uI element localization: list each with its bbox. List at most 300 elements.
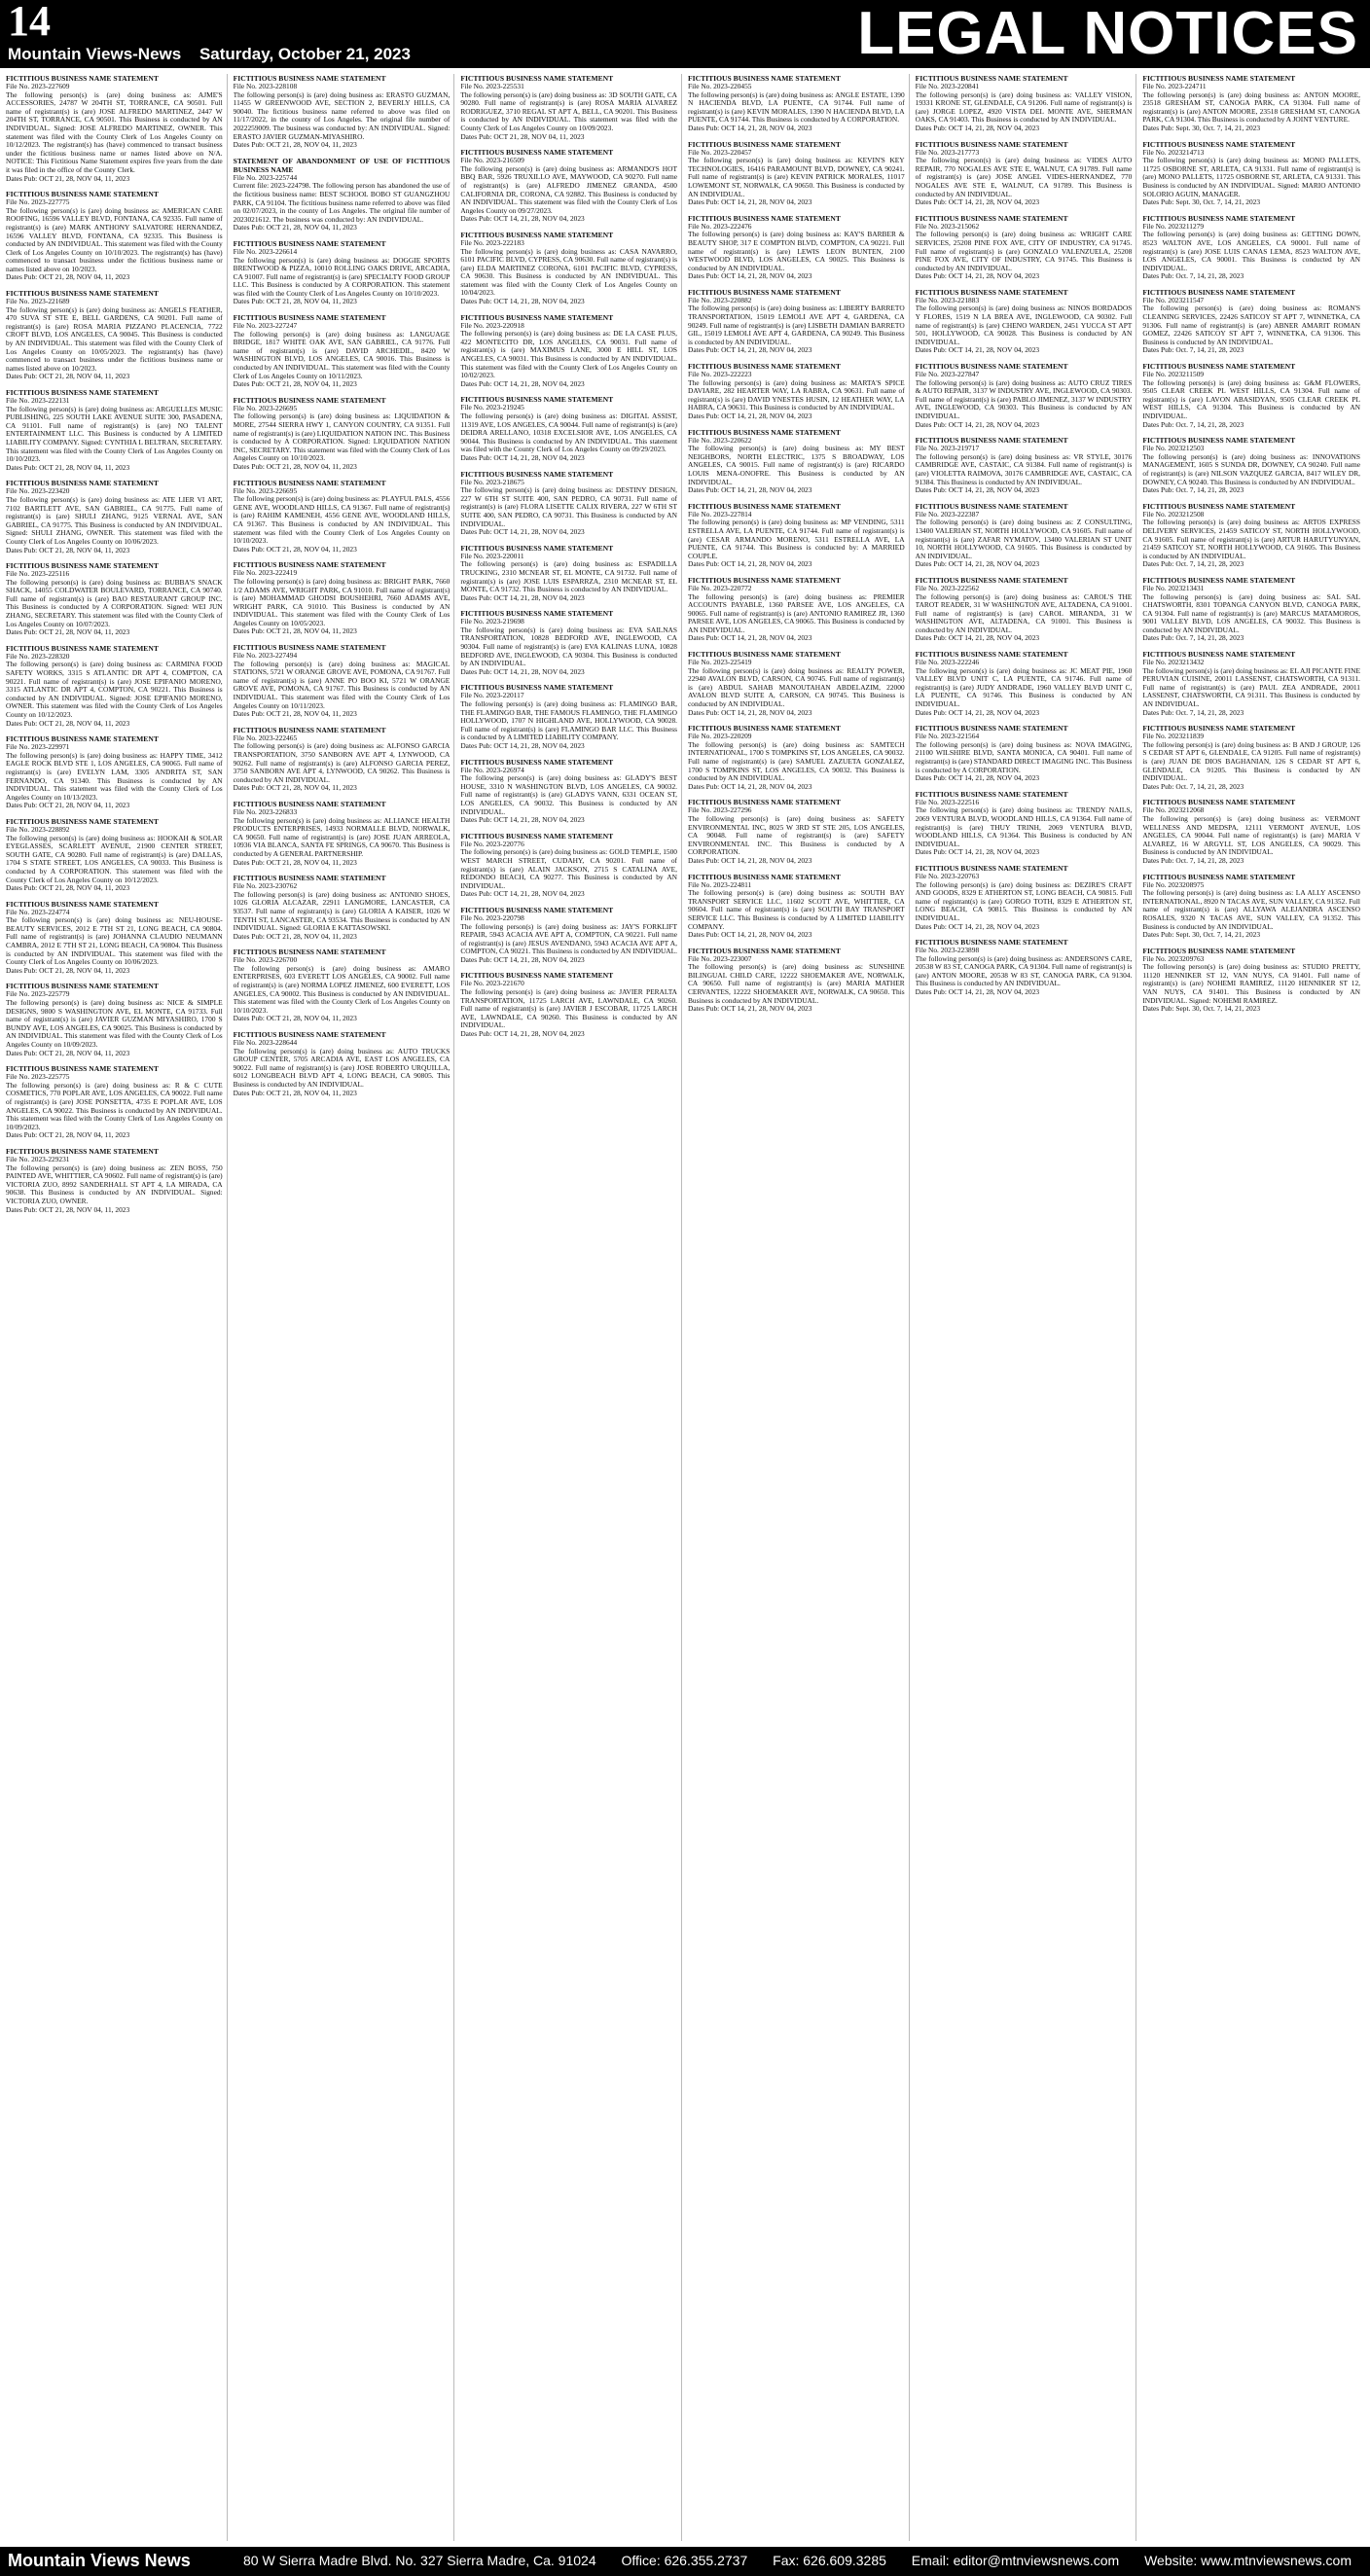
notice-body: The following person(s) is (are) doing business as: STUDIO PRETTY, 11120 HENNIKER ST 12, VAN NUYS, CA 91401. Full name of registrant(s) is (are) NOHEMI RAMIREZ, 11120 HENNIKER ST 12, VAN NUYS, CA 91401. This Business is conducted by AN INDIVIDUAL. Signed: NOHEMI RAMIREZ.	[1142, 962, 1360, 1005]
notice-body: The following person(s) is (are) doing business as: SUNSHINE BILINGUAL CHILD CARE, 12222 SHOEMAKER AVE, NORWALK, CA 90650. Full name of registrant(s) is (are) MARIA MATHER CERVANTES, 12222 SHOEMAKER AVE, NORWALK, CA 90650. This Business is conducted by AN INDIVIDUAL.	[688, 962, 905, 1005]
notice-file-number: File No. 2023-225116	[6, 569, 70, 579]
notice-body: The following person(s) is (are) doing business as: MONO PALLETS, 11725 OSBORNE ST, ARLETA, CA 91331. Full name of registrant(s) is (are) MONO PALLETS, 11725 OSBORNE ST, ARLETA, CA 91331. This Business is conducted by AN INDIVIDUAL. Signed: MARIO ANTONIO SOLORIO AGUIN, MANAGER.	[1142, 156, 1360, 198]
notice-body: The following person(s) is (are) doing business as: CARMINA FOOD SAFETY WORKS, 3315 S ATLANTIC DR APT 4, COMPTON, CA 90221. Full name of registrant(s) is (are) JOSE EPIFANIO MORENO, 3315 ATLANTIC DR APT 4, COMPTON, CA 90221. This Business is conducted by AN INDIVIDUAL. Signed: JOSE EPIFANIO MORENO, OWNER. This statement was filed with the County Clerk of Los Angeles County on 10/12/2023.	[6, 660, 223, 719]
notice-file-number: File No. 2023211547	[1142, 295, 1205, 304]
legal-notice	[6, 1064, 223, 1140]
legal-notice	[916, 502, 1133, 569]
notice-publication-dates: Dates Pub: OCT 14, 21, 28, NOV 04, 2023	[460, 1029, 585, 1039]
notice-heading: FICTITIOUS BUSINESS NAME STATEMENT	[6, 479, 159, 488]
notice-body: The following person(s) is (are) doing business as: DE LA CASE PLUS, 422 MONTECITO DR, LOS ANGELES, CA 90031. Full name of registrant(s) is (are) MAXIMUS LANE, 3000 E HILL ST, LOS ANGELES, CA 90031. This Business is conducted by AN INDIVIDUAL. This statement was filed with the County Clerk of Los Angeles County on 10/02/2023.	[460, 329, 677, 380]
legal-notice	[234, 948, 451, 1023]
notice-file-number: File No. 2023-220776	[460, 839, 524, 848]
notice-file-number: File No. 2023211279	[1142, 221, 1205, 231]
notice-heading: FICTITIOUS BUSINESS NAME STATEMENT	[1142, 362, 1296, 372]
notice-heading: FICTITIOUS BUSINESS NAME STATEMENT	[460, 395, 614, 405]
notice-heading: FICTITIOUS BUSINESS NAME STATEMENT	[688, 798, 841, 807]
legal-notice	[916, 288, 1133, 355]
notice-heading: FICTITIOUS BUSINESS NAME STATEMENT	[6, 74, 159, 83]
legal-notice	[234, 1030, 451, 1097]
legal-notice	[916, 214, 1133, 281]
notice-file-number: File No. 2023213432	[1142, 658, 1205, 667]
legal-notice	[6, 190, 223, 282]
legal-notice	[234, 157, 451, 233]
notice-body: The following person(s) is (are) doing business as: EVA SAILNAS TRANSPORTATION, 10828 BEDFORD AVE, INGLEWOOD, CA 90304. Full name of registrant(s) is (are) EVA KALINAS LUNA, 10828 BEDFORD AVE, INGLEWOOD, CA 90304. This Business is conducted by AN INDIVIDUAL.	[460, 625, 677, 668]
notice-publication-dates: Dates Pub: OCT 14, 21, 28, NOV 04, 2023	[688, 271, 812, 281]
legal-notice	[916, 576, 1133, 643]
notice-heading: FICTITIOUS BUSINESS NAME STATEMENT	[688, 74, 841, 83]
legal-notice	[234, 313, 451, 389]
notice-publication-dates: Dates Pub: OCT 14, 21, 28, NOV 04, 2023	[688, 633, 812, 643]
notice-file-number: File No. 2023-219717	[915, 444, 980, 453]
notice-publication-dates: Dates Pub: OCT 14, 21, 28, NOV 04, 2023	[915, 773, 1040, 783]
notice-publication-dates: Dates Pub: Sept. 30, Oct. 7, 14, 21, 2023	[1142, 930, 1261, 940]
notice-publication-dates: Dates Pub: OCT 21, 28, NOV 04, 11, 2023	[6, 627, 130, 637]
notice-file-number: File No. 2023-221564	[915, 732, 980, 741]
notice-publication-dates: Dates Pub: Sept. 30, Oct. 7, 14, 21, 2023	[1142, 1004, 1261, 1014]
notice-body: The following person(s) is (are) doing business as: NICE & SIMPLE DESIGNS, 9800 S WASHINGTON AVE, EL MONTE, CA 91733. Full name of registrant(s) is (are) JAVIER GUZMAN MIYASHIRO, 1700 S BUNDY AVE, LOS ANGELES, CA 90025. This Business is conducted by AN INDIVIDUAL. This statement was filed with the County Clerk of Los Angeles County on 10/09/2023.	[6, 998, 223, 1049]
notice-publication-dates: Dates Pub: OCT 14, 21, 28, NOV 04, 2023	[688, 930, 812, 940]
notice-heading: FICTITIOUS BUSINESS NAME STATEMENT	[1142, 650, 1296, 660]
legal-notice	[460, 231, 677, 306]
legal-notice	[1142, 798, 1360, 865]
legal-notice	[6, 817, 223, 893]
notice-body: The following person(s) is (are) doing business as: DESTINY DESIGN, 227 W 6TH ST SUITE 400, SAN PEDRO, CA 90731. Full name of registrant(s) is (are) FLORA LISETTE CALIX RIVERA, 227 W 6TH ST SUITE 400, SAN PEDRO, CA 90731. This Business is conducted by AN INDIVIDUAL.	[460, 485, 677, 528]
notice-file-number: File No. 2023-226614	[233, 246, 298, 256]
notice-body: The following person(s) is (are) doing business as: AUTO TRUCKS GROUP CENTER, 5705 ARCADIA AVE, EAST LOS ANGELES, CA 90022. Full name of registrant(s) is (are) JOSE ROBERTO URQUILLA, 6012 LONGBEACH BLVD APT 4, LONG BEACH, CA 90805. This Business is conducted by AN INDIVIDUAL.	[233, 1046, 451, 1089]
notice-publication-dates: Dates Pub: Oct. 7, 14, 21, 28, 2023	[1142, 485, 1244, 495]
legal-notice	[916, 938, 1133, 997]
notice-heading: FICTITIOUS BUSINESS NAME STATEMENT	[915, 74, 1068, 83]
notice-file-number: File No. 2023-225779	[6, 989, 70, 999]
notice-file-number: File No. 2023-222183	[460, 237, 524, 247]
notice-file-number: File No. 2023-223420	[6, 486, 70, 496]
paper-name: Mountain Views-News	[8, 45, 182, 63]
legal-notice	[234, 74, 451, 150]
notice-publication-dates: Dates Pub: Oct. 7, 14, 21, 28, 2023	[1142, 271, 1244, 281]
notice-heading: FICTITIOUS BUSINESS NAME STATEMENT	[460, 971, 614, 981]
notice-heading: FICTITIOUS BUSINESS NAME STATEMENT	[688, 724, 841, 733]
notice-heading: FICTITIOUS BUSINESS NAME STATEMENT	[6, 561, 159, 571]
notice-file-number: File No. 2023-220457	[688, 147, 752, 157]
notice-publication-dates: Dates Pub: OCT 21, 28, NOV 04, 11, 2023	[233, 379, 357, 389]
legal-notice	[460, 906, 677, 965]
legal-notice	[1142, 288, 1360, 355]
notice-file-number: File No. 2023214713	[1142, 147, 1205, 157]
notice-body: The following person(s) is (are) doing business as: LA ALLY ASCENSO INTERNATIONAL, 8920 N TACAS AVE, SUN VALLEY, CA 91352. Full name of registrant(s) is (are) ALLYAWA ALEJANDRA ASCENSO ROSALES, 9320 N TACAS AVE, SUN VALLEY, CA 91352. This Business is conducted by AN INDIVIDUAL.	[1142, 888, 1360, 931]
legal-notice	[234, 479, 451, 555]
notice-heading: FICTITIOUS BUSINESS NAME STATEMENT	[688, 427, 841, 437]
notice-publication-dates: Dates Pub: OCT 14, 21, 28, NOV 04, 2023	[915, 847, 1040, 857]
notice-publication-dates: Dates Pub: Oct. 7, 14, 21, 28, 2023	[1142, 781, 1244, 791]
notice-body: The following person(s) is (are) doing business as: VERMONT WELLNESS AND MEDSPA, 12111 VERMONT AVENUE, LOS ANGELES, CA 90044. Full name of registrant(s) is (are) MARIA V ALVAREZ, 16 W ARGYLL ST, LOS ANGELES, CA 90029. This Business is conducted by AN INDIVIDUAL.	[1142, 813, 1360, 857]
notice-publication-dates: Dates Pub: Oct. 7, 14, 21, 28, 2023	[1142, 419, 1244, 429]
notice-publication-dates: Dates Pub: OCT 21, 28, NOV 04, 11, 2023	[6, 801, 130, 810]
notice-publication-dates: Dates Pub: OCT 14, 21, 28, NOV 04, 2023	[915, 633, 1040, 643]
notice-file-number: File No. 2023211509	[1142, 370, 1205, 379]
notice-body: The following person(s) is (are) doing business as: ZEN BOSS, 750 PAINTED AVE, WHITTIER, CA 90602. Full name of registrant(s) is (are) VICTORIA ZUO, 8992 SANDERHALL ST APT 4, LA MIRADA, CA 90638. This Business is conducted by AN INDIVIDUAL. Signed: VICTORIA ZUO, OWNER.	[6, 1163, 223, 1205]
legal-notice	[688, 140, 905, 207]
notice-file-number: File No. 2023-229971	[6, 742, 70, 752]
legal-notice	[688, 428, 905, 495]
legal-notice	[916, 74, 1133, 133]
masthead	[8, 45, 424, 64]
notice-file-number: File No. 2023-226833	[233, 806, 298, 816]
notice-heading: FICTITIOUS BUSINESS NAME STATEMENT	[233, 238, 386, 248]
notice-body: The following person(s) is (are) doing business as: HOOKAH & SOLAR EYEGLASSES, SCARLETT AVENUE, 21900 CENTER STREET, SOUTH GATE, CA 90280. Full name of registrant(s) is (are) DALLAS, 1704 S STATE STREET, LOS ANGELES, CA 90033. This Business is conducted by A CORPORATION. This statement was filed with the County Clerk of Los Angeles County on 10/12/2023.	[6, 833, 223, 884]
notice-file-number: File No. 2023-220209	[688, 732, 752, 741]
notice-body: The following person(s) is (are) doing business as: ALLIANCE HEALTH PRODUCTS ENTERPRISES, 14933 NORMALLE BLVD, NORWALK, CA 90650. Full name of registrant(s) is (are) JOSE JUAN ARREOLA, 10936 VIA BLANCA, SANTA FE SPRINGS, CA 90670. This Business is conducted by A GENERAL PARTNERSHIP.	[233, 815, 451, 858]
notice-body: The following person(s) is (are) doing business as: MAGICAL STATIONS, 5721 W ORANGE GROVE AVE, POMONA, CA 91767. Full name of registrant(s) is (are) ANNE PO BOO KI, 5721 W ORANGE GROVE AVE, POMONA, CA 91767. This Business is conducted by AN INDIVIDUAL. This statement was filed with the County Clerk of Los Angeles County on 10/11/2023.	[233, 659, 451, 710]
notice-file-number: File No. 2023-216509	[460, 156, 524, 165]
notice-publication-dates: Dates Pub: OCT 14, 21, 28, NOV 04, 2023	[460, 378, 585, 388]
notice-body: The following person(s) is (are) doing business as: VALLEY VISION, 19331 KRONE ST, GLENDALE, CA 91206. Full name of registrant(s) is (are) JORGE LOPEZ, 4920 VISTA DEL MONTE AVE, SHERMAN OAKS, CA 91403. This Business is conducted by AN INDIVIDUAL.	[915, 89, 1133, 125]
notice-publication-dates: Dates Pub: OCT 14, 21, 28, NOV 04, 2023	[460, 592, 585, 602]
notice-body: The following person(s) is (are) doing business as: ANGELS FEATHER, 470 SUVA ST STE E, BELL GARDENS, CA 90201. Full name of registrant(s) is (are) ROSA MARIA PIZZANO PLACENCIA, 7722 CROFT BLVD, LOS ANGELES, CA 90045. This Business is conducted by AN INDIVIDUAL. This statement was filed with the County Clerk of Los Angeles County on 10/05/2023. The registrant(s) has (have) commenced to transact business under the fictitious business name or names listed above on 10/2023.	[6, 304, 223, 373]
notice-body: The following person(s) is (are) doing business as: TRENDY NAILS, 2069 VENTURA BLVD, WOODLAND HILLS, CA 91364. Full name of registrant(s) is (are) THUY TRINH, 2069 VENTURA BLVD, WOODLAND HILLS, CA 91364. This Business is conducted by AN INDIVIDUAL.	[915, 805, 1133, 848]
notice-body: Current file: 2023-224798. The following person has abandoned the use of the fictitious business name: BEST SCHOOL BOBO ST GUANGZHOU PARK, CA 91104. The fictitious business name referred to above was filed on 02/07/2023, in the county of Los Angeles. The original file number of 2023021612. The business was conducted by: AN INDIVIDUAL.	[233, 181, 451, 224]
notice-file-number: File No. 2023-221883	[915, 295, 980, 304]
notice-body: The following person(s) is (are) doing business as: ROMAN'S CLEANING SERVICES, 22426 SATICOY ST APT 7, WINNETKA, CA 91306. Full name of registrant(s) is (are) ABNER AMARIT ROMAN GOMEZ, 22426 SATICOY ST APT 7, WINNETKA, CA 91306. This Business is conducted by AN INDIVIDUAL.	[1142, 304, 1360, 346]
notice-file-number: File No. 2023-227775	[6, 197, 70, 207]
notice-body: The following person(s) is (are) doing business as: NEU-HOUSE-BEAUTY SERVICES, 2012 E 7TH ST 21, LONG BEACH, CA 90804. Full name of registrant(s) is (are) JOHANNA CLAUDIO NEUMANN CAMBRA, 2012 E 7TH ST 21, LONG BEACH, CA 90804. This Business is conducted by AN INDIVIDUAL. This statement was filed with the County Clerk of Los Angeles County on 10/06/2023.	[6, 915, 223, 967]
notice-publication-dates: Dates Pub: Sept. 30, Oct. 7, 14, 21, 2023	[1142, 197, 1261, 207]
legal-notice	[688, 214, 905, 281]
notice-file-number: File No. 2023-223007	[688, 953, 752, 963]
legal-notice	[6, 289, 223, 381]
legal-notice	[916, 864, 1133, 931]
legal-notice	[688, 576, 905, 643]
notice-publication-dates: Dates Pub: OCT 21, 28, NOV 04, 11, 2023	[233, 1014, 357, 1023]
notice-file-number: File No. 2023212503	[1142, 444, 1205, 453]
notice-heading: FICTITIOUS BUSINESS NAME STATEMENT	[6, 1064, 159, 1074]
legal-notice	[1142, 74, 1360, 133]
notice-heading: FICTITIOUS BUSINESS NAME STATEMENT	[6, 816, 159, 826]
legal-notice	[688, 947, 905, 1014]
notice-body: The following person(s) is (are) doing business as: BUBBA'S SNACK SHACK, 14055 COLDWATER BOULEVARD, TORRANCE, CA 90740. Full name of registrant(s) is (are) BAO RESTAURANT GROUP INC. This Business is conducted by A CORPORATION. Signed: WEI JUN ZHANG, SECRETARY. This statement was filed with the County Clerk of Los Angeles County on 10/07/2023.	[6, 577, 223, 628]
notice-publication-dates: Dates Pub: OCT 21, 28, NOV 04, 11, 2023	[6, 372, 130, 381]
notice-heading: FICTITIOUS BUSINESS NAME STATEMENT	[1142, 74, 1296, 83]
notice-heading: FICTITIOUS BUSINESS NAME STATEMENT	[688, 501, 841, 511]
legal-notice	[460, 470, 677, 537]
notice-file-number: File No. 2023-225419	[688, 658, 752, 667]
notice-publication-dates: Dates Pub: OCT 14, 21, 28, NOV 04, 2023	[688, 855, 812, 865]
notice-file-number: File No. 2023-220798	[460, 912, 524, 922]
notice-heading: FICTITIOUS BUSINESS NAME STATEMENT	[6, 643, 159, 653]
notice-file-number: File No. 2023-222246	[915, 658, 980, 667]
notice-body: The following person(s) is (are) doing business as: REALTY POWER, 22940 AVALON BLVD, CARSON, CA 90745. Full name of registrant(s) is (are) ABDUL SAHAB MANOUTAHAN ABDELAZIM, 22000 AVALON BLVD SUITE A, CARSON, CA 90745. This Business is conducted by AN INDIVIDUAL.	[688, 665, 905, 709]
notice-body: The following person(s) is (are) doing business as: BRIGHT PARK, 7660 1/2 ADAMS AVE, WRIGHT PARK, CA 91010. Full name of registrant(s) is (are) MOHAMMAD GHODSI BOUSHEHRI, 7660 ADAMS AVE, WRIGHT PARK, CA 91010. This Business is conducted by AN INDIVIDUAL. This statement was filed with the County Clerk of Los Angeles County on 10/05/2023.	[233, 576, 451, 627]
notice-heading: FICTITIOUS BUSINESS NAME STATEMENT	[460, 831, 614, 841]
notice-heading: FICTITIOUS BUSINESS NAME STATEMENT	[688, 872, 841, 881]
notice-publication-dates: Dates Pub: OCT 14, 21, 28, NOV 04, 2023	[688, 411, 812, 420]
notice-body: The following person(s) is (are) doing business as: ANTON MOORE, 23518 GRESHAM ST, CANOGA PARK, CA 91304. Full name of registrant(s) is (are) ANTON MOORE, 23518 GRESHAM ST, CANOGA PARK, CA 91304. This Business is conducted by A JOINT VENTURE.	[1142, 89, 1360, 125]
legal-notice	[916, 362, 1133, 429]
notice-publication-dates: Dates Pub: OCT 14, 21, 28, NOV 04, 2023	[915, 485, 1040, 495]
notice-body: The following person(s) is (are) doing business as: GETTING DOWN, 8523 WALTON AVE, LOS ANGELES, CA 90001. Full name of registrant(s) is (are) JOSE LUIS CANAS LEMA, 8523 WALTON AVE, LOS ANGELES, CA 90001. This Business is conducted by AN INDIVIDUAL.	[1142, 230, 1360, 272]
notice-publication-dates: Dates Pub: OCT 14, 21, 28, NOV 04, 2023	[915, 559, 1040, 569]
notice-body: The following person(s) is (are) doing business as: CAROL'S THE TAROT READER, 31 W WASHINGTON AVE, ALTADENA, CA 91001. Full name of registrant(s) is (are) CAROL MIRANDA, 31 W WASHINGTON AVE, ALTADENA, CA 91001. This Business is conducted by AN INDIVIDUAL.	[915, 591, 1133, 634]
page-number: 14	[8, 0, 51, 45]
notice-file-number: File No. 2023-220772	[688, 583, 752, 592]
legal-notice	[460, 74, 677, 141]
notice-publication-dates: Dates Pub: Oct. 7, 14, 21, 28, 2023	[1142, 855, 1244, 865]
notice-file-number: File No. 2023-223898	[915, 946, 980, 955]
notice-heading: FICTITIOUS BUSINESS NAME STATEMENT	[460, 469, 614, 479]
legal-notice	[234, 239, 451, 306]
legal-notice	[460, 832, 677, 899]
notice-publication-dates: Dates Pub: Oct. 7, 14, 21, 28, 2023	[1142, 707, 1244, 717]
notice-publication-dates: Dates Pub: OCT 14, 21, 28, NOV 04, 2023	[688, 1004, 812, 1014]
notice-publication-dates: Dates Pub: OCT 14, 21, 28, NOV 04, 2023	[915, 271, 1040, 281]
notice-body: The following person(s) is (are) doing business as: SAFETY ENVIRONMENTAL INC, 8025 W 3RD ST STE 205, LOS ANGELES, CA 90048. Full name of registrant(s) is (are) SAFETY ENVIRONMENTAL INC. This Business is conducted by A CORPORATION.	[688, 813, 905, 857]
notice-body: The following person(s) is (are) doing business as: VR STYLE, 30176 CAMBRIDGE AVE, CASTAIC, CA 91384. Full name of registrant(s) is (are) VIOLETTA RAIMOVA, 30176 CAMBRIDGE AVE, CASTAIC, CA 91384. This Business is conducted by AN INDIVIDUAL.	[915, 451, 1133, 486]
notice-publication-dates: Dates Pub: Sept. 30, Oct. 7, 14, 21, 2023	[1142, 123, 1261, 132]
notice-heading: FICTITIOUS BUSINESS NAME STATEMENT	[688, 946, 841, 955]
notice-file-number: File No. 2023-225775	[6, 1072, 70, 1082]
notice-heading: FICTITIOUS BUSINESS NAME STATEMENT	[233, 725, 386, 734]
notice-file-number: File No. 2023-227494	[233, 651, 298, 661]
notice-body: The following person(s) is (are) doing business as: ANDERSON'S CARE, 20538 W 83 ST, CANOGA PARK, CA 91304. Full name of registrant(s) is (are) ANTON MOORE, 20538 W 83 ST, CANOGA PARK, CA 91304. This Business is conducted by AN INDIVIDUAL.	[915, 953, 1133, 988]
notice-file-number: File No. 2023-227847	[915, 370, 980, 379]
notice-body: The following person(s) is (are) doing business as: GLADY'S BEST HOUSE, 3310 N WASHINGTON BLVD, LOS ANGELES, CA 90032. Full name of registrant(s) is (are) GLADYS VANN, 6331 OCEAN ST, LOS ANGELES, CA 90032. This Business is conducted by AN INDIVIDUAL.	[460, 773, 677, 816]
notice-publication-dates: Dates Pub: OCT 14, 21, 28, NOV 04, 2023	[915, 987, 1040, 997]
notice-publication-dates: Dates Pub: Oct. 7, 14, 21, 28, 2023	[1142, 559, 1244, 569]
notice-heading: FICTITIOUS BUSINESS NAME STATEMENT	[460, 757, 614, 767]
legal-notice	[688, 798, 905, 865]
notice-heading: FICTITIOUS BUSINESS NAME STATEMENT	[233, 799, 386, 808]
notice-body: The following person(s) is (are) doing business as: LANGUAGE BRIDGE, 1817 WHITE OAK AVE, SAN GABRIEL, CA 91776. Full name of registrant(s) is (are) DAVID ARCHEDIL, 8420 W WASHINGTON BLVD, LOS ANGELES, CA 90016. This Business is conducted by AN INDIVIDUAL. This statement was filed with the County Clerk of Los Angeles County on 10/11/2023.	[233, 329, 451, 380]
legal-notice	[460, 544, 677, 603]
notice-heading: FICTITIOUS BUSINESS NAME STATEMENT	[233, 560, 386, 570]
notice-heading: FICTITIOUS BUSINESS NAME STATEMENT	[1142, 501, 1296, 511]
legal-notice	[6, 734, 223, 810]
notice-publication-dates: Dates Pub: OCT 21, 28, NOV 04, 11, 2023	[233, 931, 357, 941]
notice-publication-dates: Dates Pub: OCT 14, 21, 28, NOV 04, 2023	[688, 781, 812, 791]
notice-body: The following person(s) is (are) doing business as: NINOS BORDADOS Y FLORES, 1519 N LA BREA AVE, INGLEWOOD, CA 90302. Full name of registrant(s) is (are) CHENO WARDEN, 2451 YUCCA ST APT 501, HOLLYWOOD, CA 90028. This Business is conducted by AN INDIVIDUAL.	[915, 304, 1133, 346]
notice-body: The following person(s) is (are) doing business as: GOLD TEMPLE, 1500 WEST MARCH STREET, CUDAHY, CA 90201. Full name of registrant(s) is (are) ALAIN JACKSON, 2715 S CATALINA AVE, REDONDO BEACH, CA 90277. This Business is conducted by AN INDIVIDUAL.	[460, 847, 677, 890]
notice-heading: FICTITIOUS BUSINESS NAME STATEMENT	[233, 874, 386, 883]
notice-publication-dates: Dates Pub: OCT 14, 21, 28, NOV 04, 2023	[460, 214, 585, 224]
notice-heading: FICTITIOUS BUSINESS NAME STATEMENT	[915, 650, 1068, 660]
notice-publication-dates: Dates Pub: OCT 21, 28, NOV 04, 11, 2023	[233, 709, 357, 719]
notice-file-number: File No. 2023-222419	[233, 568, 298, 578]
notice-body: The following person(s) is (are) doing business as: 3D SOUTH GATE, CA 90280. Full name of registrant(s) is (are) ROSA MARIA ALVAREZ RODRIGUEZ, 3710 REGAL ST APT A, BELL, CA 90201. This Business is conducted by AN INDIVIDUAL. This statement was filed with the County Clerk of Los Angeles County on 10/09/2023.	[460, 89, 677, 132]
notice-heading: FICTITIOUS BUSINESS NAME STATEMENT	[1142, 575, 1296, 585]
notice-file-number: File No. 2023-220918	[460, 320, 524, 330]
notice-heading: FICTITIOUS BUSINESS NAME STATEMENT	[688, 287, 841, 297]
notice-file-number: File No. 2023-222465	[233, 733, 298, 742]
notice-body: The following person(s) is (are) doing business as: DEZIRE'S CRAFT AND GOODS, 8329 E ATHERTON ST, LONG BEACH, CA 90815. Full name of registrant(s) is (are) GORGO TOTH, 8329 E ATHERTON ST, LONG BEACH, CA 90815. This Business is conducted by AN INDIVIDUAL.	[915, 879, 1133, 922]
notice-heading: FICTITIOUS BUSINESS NAME STATEMENT	[460, 74, 614, 83]
notice-heading: FICTITIOUS BUSINESS NAME STATEMENT	[460, 230, 614, 239]
notice-publication-dates: Dates Pub: OCT 21, 28, NOV 04, 11, 2023	[233, 297, 357, 306]
footer-website[interactable]: Website: www.mtnviewsnews.com	[1144, 2553, 1352, 2568]
notice-heading: FICTITIOUS BUSINESS NAME STATEMENT	[6, 1146, 159, 1156]
notice-heading: FICTITIOUS BUSINESS NAME STATEMENT	[233, 313, 386, 323]
notice-body: The following person(s) is (are) doing business as: CASA NAVARRO, 6101 PACIFIC BLVD, CYPRESS, CA 90630. Full name of registrant(s) is (are) ELDA MARTINEZ CORONA, 6101 PACIFIC BLVD, CYPRESS, CA 90630. This Business is conducted by AN INDIVIDUAL. This statement was filed with the County Clerk of Los Angeles County on 10/04/2023.	[460, 246, 677, 298]
notice-file-number: File No. 2023-220622	[688, 435, 752, 445]
notice-body: The following person(s) is (are) doing business as: KAY'S BARBER & BEAUTY SHOP, 317 E COMPTON BLVD, COMPTON, CA 90221. Full name of registrant(s) is (are) LEWIS LEON BUNTEN, 2100 WESTWOOD BLVD, LOS ANGELES, CA 90025. This Business is conducted by AN INDIVIDUAL.	[688, 230, 905, 272]
notice-heading: FICTITIOUS BUSINESS NAME STATEMENT	[460, 543, 614, 553]
notice-file-number: File No. 2023-227296	[688, 805, 752, 815]
notice-file-number: File No. 2023-227814	[688, 509, 752, 519]
notice-body: The following person(s) is (are) doing business as: ARMANDO'S HOT BBQ BAR, 5926 TRUXILLO AVE, MAYWOOD, CA 90270. Full name of registrant(s) is (are) ALFREDO JIMENEZ GRANDA, 4500 CALIFORNIA DR, CORONA, CA 92882. This Business is conducted by AN INDIVIDUAL. This statement was filed with the County Clerk of Los Angeles County on 09/27/2023.	[460, 163, 677, 215]
notice-body: The following person(s) is (are) doing business as: ERASTO GUZMAN, 11455 W GREENWOOD AVE, SECTION 2, BEVERLY HILLS, CA 90040. The fictitious business name referred to above was filed on 11/17/2022, in the county of Los Angeles. The original file number of 2022259009. The business was conducted by: AN INDIVIDUAL. Signed: ERASTO JAVIER GUZMAN-MIYASHIRO.	[233, 89, 451, 141]
legal-notice	[1142, 873, 1360, 940]
notice-heading: FICTITIOUS BUSINESS NAME STATEMENT	[688, 213, 841, 223]
notice-columns	[6, 74, 1364, 2541]
notice-heading: FICTITIOUS BUSINESS NAME STATEMENT	[1142, 213, 1296, 223]
notice-body: The following person(s) is (are) doing business as: EL AJI PICANTE FINE PERUVIAN CUISINE, 20011 LASSENST, CHATSWORTH, CA 91311. Full name of registrant(s) is (are) PAUL ZEA ANDRADE, 20011 LASSENST, CHATSWORTH, CA 91311. This Business is conducted by AN INDIVIDUAL.	[1142, 665, 1360, 709]
notice-body: The following person(s) is (are) doing business as: ALFONSO GARCIA TRANSPORTATION, 3750 SANBORN AVE APT 4, LYNWOOD, CA 90262. Full name of registrant(s) is (are) ALFONSO GARCIA PEREZ, 3750 SANBORN AVE APT 4, LYNWOOD, CA 90262. This Business is conducted by AN INDIVIDUAL.	[233, 741, 451, 784]
notice-file-number: File No. 2023-220455	[688, 82, 752, 90]
notice-column	[234, 74, 455, 2541]
footer-email[interactable]: Email: editor@mtnviewsnews.com	[911, 2553, 1120, 2568]
notice-publication-dates: Dates Pub: OCT 14, 21, 28, NOV 04, 2023	[688, 559, 812, 569]
notice-body: The following person(s) is (are) doing business as: LIBERTY BARRETO TRANSPORTATION, 15019 LEMOLI AVE APT 4, GARDENA, CA 90249. Full name of registrant(s) is (are) LISBETH DAMIAN BARRETO GIL, 15019 LEMOLI AVE APT 4, GARDENA, CA 90249. This Business is conducted by AN INDIVIDUAL.	[688, 304, 905, 346]
notice-publication-dates: Dates Pub: OCT 14, 21, 28, NOV 04, 2023	[460, 452, 585, 462]
notice-body: The following person(s) is (are) doing business as: ARGUELLES MUSIC PUBLISHING, 225 SOUTH LAKE AVENUE SUITE 300, PASADENA, CA 91101. Full name of registrant(s) is (are) NO TALENT ENTERTAINMENT LLC. This Business is conducted by A LIMITED LIABILITY COMPANY. Signed: CYNTHIA L BELTRAN, SECRETARY. This statement was filed with the County Clerk of Los Angeles County on 10/10/2023.	[6, 404, 223, 464]
page-footer	[0, 2547, 1370, 2576]
legal-notice	[688, 74, 905, 133]
notice-publication-dates: Dates Pub: OCT 21, 28, NOV 04, 11, 2023	[6, 718, 130, 728]
notice-body: The following person(s) is (are) doing business as: DOGGIE SPORTS BRENTWOOD & PIZZA, 10010 ROLLING OAKS DRIVE, ARCADIA, CA 91007. Full name of registrant(s) is (are) SPECIALTY FOOD GROUP LLC. This Business is conducted by A CORPORATION. This statement was filed with the County Clerk of Los Angeles County on 10/10/2023.	[233, 255, 451, 298]
notice-body: The following person(s) is (are) doing business as: ESPADILLA TRUCKING, 2310 MCNEAR ST, EL MONTE, CA 91732. Full name of registrant(s) is (are) JOSE LUIS ESPARRZA, 2310 MCNEAR ST, EL MONTE, CA 91732. This Business is conducted by AN INDIVIDUAL.	[460, 559, 677, 594]
notice-body: The following person(s) is (are) doing business as: FLAMINGO BAR, THE FLAMINGO BAR, THE FAMOUS FLAMINGO, THE FLAMINGO HOLLYWOOD, 1707 N HIGHLAND AVE, HOLLYWOOD, CA 90028. Full name of registrant(s) is (are) FLAMINGO BAR LLC. This Business is conducted by A LIMITED LIABILITY COMPANY.	[460, 699, 677, 742]
notice-heading: FICTITIOUS BUSINESS NAME STATEMENT	[6, 388, 159, 397]
notice-file-number: File No. 2023-219245	[460, 403, 524, 412]
notice-publication-dates: Dates Pub: OCT 21, 28, NOV 04, 11, 2023	[6, 545, 130, 555]
legal-notice	[1142, 362, 1360, 429]
section-title: LEGAL NOTICES	[857, 0, 1358, 67]
notice-column	[460, 74, 682, 2541]
notice-file-number: File No. 2023-227247	[233, 321, 298, 331]
footer-contact	[243, 2553, 1370, 2568]
page-header	[0, 0, 1370, 68]
notice-column	[688, 74, 910, 2541]
notice-heading: FICTITIOUS BUSINESS NAME STATEMENT	[915, 501, 1068, 511]
footer-fax: Fax: 626.609.3285	[773, 2553, 886, 2568]
notice-body: The following person(s) is (are) doing business as: SAL SAL CHATSWORTH, 8301 TOPANGA CANYON BLVD, CANOGA PARK, CA 91304. Full name of registrant(s) is (are) MARCUS MATAMOROS, 9001 VALLEY BLVD, LOS ANGELES, CA 90032. This Business is conducted by AN INDIVIDUAL.	[1142, 591, 1360, 634]
notice-heading: FICTITIOUS BUSINESS NAME STATEMENT	[233, 948, 386, 957]
legal-notice	[916, 724, 1133, 783]
legal-notice	[234, 560, 451, 636]
notice-file-number: File No. 2023-226695	[233, 485, 298, 495]
notice-publication-dates: Dates Pub: OCT 21, 28, NOV 04, 11, 2023	[6, 883, 130, 893]
notice-heading: FICTITIOUS BUSINESS NAME STATEMENT	[460, 609, 614, 619]
notice-body: The following person(s) is (are) doing business as: ANGLE ESTATE, 1390 N HACIENDA BLVD, LA PUENTE, CA 91744. Full name of registrant(s) is (are) KEVIN MORALES, 1390 N HACIENDA BLVD, LA PUENTE, CA 91744. This Business is conducted by A CORPORATION.	[688, 89, 905, 125]
notice-file-number: File No. 2023-228108	[233, 82, 298, 90]
legal-notice	[6, 644, 223, 728]
legal-notice	[234, 800, 451, 867]
notice-body: The following person(s) is (are) doing business as: KEVIN'S KEY TECHNOLOGIES, 16416 PARAMOUNT BLVD, DOWNEY, CA 90241. Full name of registrant(s) is (are) KEVIN PATRICK MORALES, 11017 LOWEMONT ST, NORWALK, CA 90650. This Business is conducted by AN INDIVIDUAL.	[688, 156, 905, 198]
legal-notice	[460, 609, 677, 676]
notice-file-number: File No. 2023212508	[1142, 509, 1205, 519]
legal-notice	[688, 873, 905, 940]
notice-body: The following person(s) is (are) doing business as: R & C CUTE COSMETICS, 770 POPLAR AVE, LOS ANGELES, CA 90022. Full name of registrant(s) is (are) JOSE PONSETTA, 4735 E POPLAR AVE, LOS ANGELES, CA 90022. This Business is conducted by AN INDIVIDUAL. This statement was filed with the County Clerk of Los Angeles County on 10/09/2023.	[6, 1080, 223, 1131]
notice-file-number: File No. 2023-229231	[6, 1154, 70, 1163]
notice-publication-dates: Dates Pub: OCT 21, 28, NOV 04, 11, 2023	[233, 461, 357, 471]
notice-body: The following person(s) is (are) doing business as: DIGITAL ASSIST, 11319 AVE, LOS ANGELES, CA 90044. Full name of registrant(s) is (are) DEIDRA ARELLANO, 10318 EXCELSIOR AVE, LOS ANGELES, CA 90044. This Business is conducted by AN INDIVIDUAL. This statement was filed with the County Clerk of Los Angeles County on 09/29/2023.	[460, 411, 677, 454]
notice-body: The following person(s) is (are) doing business as: AMARO ENTERPRISES, 603 EVERETT LOS ANGELES, CA 90002. Full name of registrant(s) is (are) NORMA LOPEZ JIMENEZ, 600 EVERETT, LOS ANGELES, CA 90002. This Business is conducted by AN INDIVIDUAL. This statement was filed with the County Clerk of Los Angeles County on 10/10/2023.	[233, 963, 451, 1015]
legal-notice	[460, 971, 677, 1038]
notice-publication-dates: Dates Pub: OCT 14, 21, 28, NOV 04, 2023	[460, 527, 585, 537]
notice-heading: FICTITIOUS BUSINESS NAME STATEMENT	[915, 724, 1068, 733]
notice-file-number: File No. 2023-230762	[233, 881, 298, 891]
notice-publication-dates: Dates Pub: OCT 14, 21, 28, NOV 04, 2023	[915, 123, 1040, 132]
legal-notice	[916, 140, 1133, 207]
notice-heading: FICTITIOUS BUSINESS NAME STATEMENT	[6, 289, 159, 299]
notice-file-number: File No. 2023-221670	[460, 979, 524, 988]
legal-notice	[688, 502, 905, 569]
notice-file-number: File No. 2023-218675	[460, 477, 524, 486]
notice-publication-dates: Dates Pub: OCT 14, 21, 28, NOV 04, 2023	[915, 197, 1040, 207]
notice-body: The following person(s) is (are) doing business as: VIDES AUTO REPAIR, 770 NOGALES AVE STE E, WALNUT, CA 91789. Full name of registrant(s) is (are) JOSE ANGEL VIDES-HERNANDEZ, 770 NOGALES AVE STE E, WALNUT, CA 91789. This Business is conducted by AN INDIVIDUAL.	[915, 156, 1133, 198]
notice-file-number: File No. 2023-227609	[6, 82, 70, 90]
notice-heading: FICTITIOUS BUSINESS NAME STATEMENT	[233, 74, 386, 83]
legal-notice	[234, 643, 451, 719]
notice-publication-dates: Dates Pub: OCT 14, 21, 28, NOV 04, 2023	[915, 707, 1040, 717]
notice-body: The following person(s) is (are) doing business as: Z CONSULTING, 13400 VALERIAN ST, NORTH HOLLYWOOD, CA 91605. Full name of registrant(s) is (are) ZAFAR NYMATOV, 13400 VALERIAN ST UNIT 10, NORTH HOLLYWOOD, CA 91605. This Business is conducted by AN INDIVIDUAL.	[915, 518, 1133, 560]
notice-body: The following person(s) is (are) doing business as: JAY'S FORKLIFT REPAIR, 5943 ACACIA AVE APT A, COMPTON, CA 90221. Full name of registrant(s) is (are) JESUS AVENDANO, 5943 ACACIA AVE APT A, COMPTON, CA 90221. This Business is conducted by AN INDIVIDUAL.	[460, 921, 678, 956]
notice-publication-dates: Dates Pub: OCT 14, 21, 28, NOV 04, 2023	[460, 666, 585, 676]
notice-body: The following person(s) is (are) doing business as: PLAYFUL PALS, 4556 GENE AVE, WOODLAND HILLS, CA 91367. Full name of registrant(s) is (are) RAHIM KAMENEH, 4556 GENE AVE, WOODLAND HILLS, CA 91367. This Business is conducted by AN INDIVIDUAL. This statement was filed with the County Clerk of Los Angeles County on 10/10/2023.	[233, 494, 451, 546]
legal-notice	[6, 1147, 223, 1214]
notice-publication-dates: Dates Pub: OCT 14, 21, 28, NOV 04, 2023	[915, 921, 1040, 931]
notice-body: The following person(s) is (are) doing business as: WRIGHT CARE SERVICES, 25208 PINE FOX AVE, CITY OF INDUSTRY, CA 91745. Full name of registrant(s) is (are) GONZALO VALENZUELA, 25208 PINE FOX AVE, CITY OF INDUSTRY, CA 91745. This Business is conducted by AN INDIVIDUAL.	[915, 230, 1133, 272]
issue-date: Saturday, October 21, 2023	[198, 45, 411, 63]
notice-heading: FICTITIOUS BUSINESS NAME STATEMENT	[1142, 872, 1296, 881]
notice-file-number: File No. 2023-225744	[233, 172, 298, 182]
legal-notice	[1142, 650, 1360, 717]
notice-file-number: File No. 2023208975	[1142, 879, 1205, 889]
notice-publication-dates: Dates Pub: OCT 21, 28, NOV 04, 11, 2023	[6, 272, 130, 282]
notice-heading: FICTITIOUS BUSINESS NAME STATEMENT	[460, 312, 614, 322]
notice-publication-dates: Dates Pub: OCT 21, 28, NOV 04, 11, 2023	[6, 1130, 130, 1140]
notice-publication-dates: Dates Pub: Oct. 7, 14, 21, 28, 2023	[1142, 345, 1244, 355]
notice-heading: FICTITIOUS BUSINESS NAME STATEMENT	[915, 287, 1068, 297]
notice-file-number: File No. 2023-226700	[233, 955, 298, 965]
notice-heading: FICTITIOUS BUSINESS NAME STATEMENT	[233, 478, 386, 487]
legal-notice	[460, 683, 677, 750]
notice-body: The following person(s) is (are) doing business as: JAVIER PERALTA TRANSPORTATION, 11725 LARCH AVE, LAWNDALE, CA 90260. Full name of registrant(s) is (are) JAVIER J ESCOBAR, 11725 LARCH AVE, LAWNDALE, CA 90260. This Business is conducted by AN INDIVIDUAL.	[460, 987, 677, 1030]
footer-address: 80 W Sierra Madre Blvd. No. 327 Sierra Madre, Ca. 91024	[243, 2553, 596, 2568]
notice-file-number: File No. 2023-222516	[915, 797, 980, 806]
notice-publication-dates: Dates Pub: OCT 21, 28, NOV 04, 11, 2023	[6, 173, 130, 183]
notice-heading: FICTITIOUS BUSINESS NAME STATEMENT	[6, 982, 159, 991]
notice-publication-dates: Dates Pub: OCT 21, 28, NOV 04, 11, 2023	[233, 857, 357, 867]
notice-body: The following person(s) is (are) doing business as: NOVA IMAGING, 21100 WILSHIRE BLVD, SANTA MONICA, CA 90401. Full name of registrant(s) is (are) STANDARD DIRECT IMAGING INC. This Business is conducted by A CORPORATION.	[915, 739, 1133, 774]
notice-heading: FICTITIOUS BUSINESS NAME STATEMENT	[233, 395, 386, 405]
notice-file-number: File No. 2023-228892	[6, 824, 70, 834]
notice-publication-dates: Dates Pub: OCT 14, 21, 28, NOV 04, 2023	[460, 954, 585, 964]
notice-heading: FICTITIOUS BUSINESS NAME STATEMENT	[915, 362, 1068, 372]
notice-body: The following person(s) is (are) doing business as: JC MEAT PIE, 1960 VALLEY BLVD UNIT C, LA PUENTE, CA 91746. Full name of registrant(s) is (are) JUDY ANDRADE, 1960 VALLEY BLVD UNIT C, LA PUENTE, CA 91746. This Business is conducted by AN INDIVIDUAL.	[915, 665, 1133, 709]
notice-body: The following person(s) is (are) doing business as: LIQUIDATION & MORE, 27544 SIERRA HWY 1, CANYON COUNTRY, CA 91351. Full name of registrant(s) is (are) LIQUIDATION NATION INC. This Business is conducted by A CORPORATION. Signed: LIQUIDATION NATION INC, SECRETARY. This statement was filed with the County Clerk of Los Angeles County on 10/10/2023.	[233, 411, 451, 463]
notice-file-number: File No. 2023-220882	[688, 295, 752, 304]
notice-publication-dates: Dates Pub: OCT 14, 21, 28, NOV 04, 2023	[688, 485, 812, 495]
notice-publication-dates: Dates Pub: OCT 14, 21, 28, NOV 04, 2023	[688, 123, 812, 132]
legal-notice	[460, 148, 677, 224]
notice-file-number: File No. 2023-226695	[233, 403, 298, 412]
footer-brand: Mountain Views News	[8, 2551, 191, 2570]
notice-publication-dates: Dates Pub: OCT 21, 28, NOV 04, 11, 2023	[233, 223, 357, 233]
notice-body: The following person(s) is (are) doing business as: MY BEST NEIGHBORS, NORTH ELECTRIC, 1375 S BROADWAY, LOS ANGELES, CA 90015. Full name of registrant(s) is (are) RICARDO LOUIS MENA-ONOFRE. This Business is conducted by AN INDIVIDUAL.	[688, 444, 905, 486]
notice-heading: FICTITIOUS BUSINESS NAME STATEMENT	[915, 436, 1068, 446]
notice-body: The following person(s) is (are) doing business as: PREMIER ACCOUNTS PAYABLE, 1360 PARSEE AVE, LOS ANGELES, CA 90065. Full name of registrant(s) is (are) ANTONIO RAMIREZ JR, 1360 PARSEE AVE, LOS ANGELES, CA 90065. This Business is conducted by AN INDIVIDUAL.	[688, 591, 905, 634]
legal-notice	[916, 436, 1133, 495]
notice-body: The following person(s) is (are) doing business as: AJME'S ACCESSORIES, 24787 W 204TH ST, TORRANCE, CA 90501. Full name of registrant(s) is (are) JOSE ALFREDO MARTINEZ, 2447 W 204TH ST, TORRANCE, CA 90501. This Business is conducted by AN INDIVIDUAL. Signed: JOSE ALFREDO MARTINEZ, OWNER. This statement was filed with the County Clerk of Los Angeles County on 10/12/2023. The registrant(s) has (have) commenced to transact business under the fictitious business name or names listed above on N/A. NOTICE: This Fictitious Name Statement expires five years from the date it was filed in the office of the County Clerk.	[6, 89, 223, 174]
